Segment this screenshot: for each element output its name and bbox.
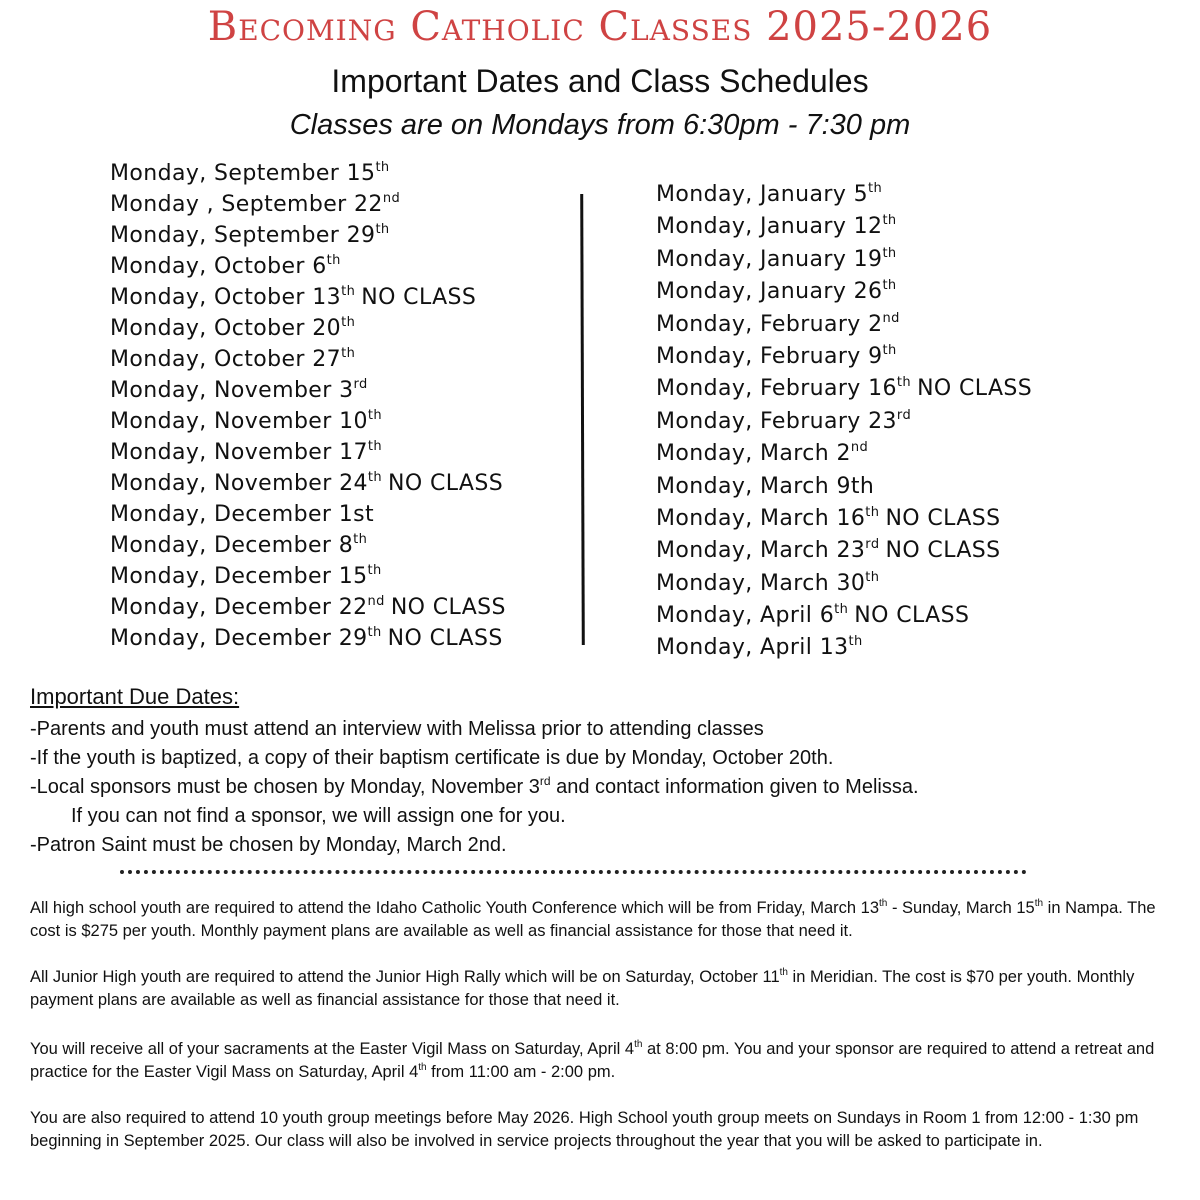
date-text: Monday, January 5 [656,182,869,207]
date-text: Monday, April 13 [656,635,849,661]
date-ordinal-suffix: nd [367,594,385,609]
date-text: Monday, December 22 [110,595,368,620]
date-ordinal-suffix: th [341,284,356,299]
schedule-date-item [110,437,506,468]
paragraph-jh-rally [30,966,1170,1012]
schedule-date-item [110,220,506,251]
schedule-date-item [110,561,506,592]
text-segment: -Local sponsors must be chosen by Monday, November 3 [30,776,540,798]
date-text: Monday, January 26 [656,279,883,305]
date-ordinal-suffix: nd [850,440,869,456]
due-date-item [30,744,1170,773]
date-ordinal-suffix: th [882,213,897,229]
paragraph-icyc [30,897,1170,943]
schedule-date-item [656,211,1032,243]
text-segment: and contact information given to Melissa. [550,776,919,798]
date-text: Monday, February 2 [656,311,883,337]
date-text: Monday, March 16 [656,505,866,531]
due-date-item [30,831,1170,860]
text-segment: -Patron Saint must be chosen by Monday, March 2nd. [30,834,507,856]
no-class-label: NO CLASS [388,471,504,496]
page-title: Becoming Catholic Classes 2025-2026 [207,4,993,50]
schedule-date-item [110,592,506,623]
date-text: Monday, February 23 [656,408,897,434]
schedule-date-item [110,282,506,313]
text-segment: from 11:00 am - 2:00 pm. [426,1063,616,1081]
text-segment: in Nampa. The cost is $275 per youth. Monthly payment plans are available as well as financial assistance for those that need it. [30,899,1156,940]
date-ordinal-suffix: th [326,253,341,268]
date-text: Monday, December 15 [110,564,368,589]
schedule-date-item [656,535,1032,567]
date-text: Monday, March 23 [656,538,866,564]
text-segment: -If the youth is baptized, a copy of their baptism certificate is due by Monday, October 20th. [30,747,834,769]
schedule-date-item [110,344,506,375]
schedule-right-column [656,179,1032,665]
date-text: Monday, September 29 [110,223,376,248]
text-segment: at 8:00 pm. You and your sponsor are required to attend a retreat and practice for the Easter Vigil Mass on Saturday, April 4 [30,1040,1155,1081]
schedule-date-item [656,632,1032,664]
schedule-date-item [110,530,506,561]
date-text: Monday, November 17 [110,440,368,465]
date-ordinal-suffix: th [353,532,368,547]
schedule-date-item [656,373,1032,405]
date-text: Monday, December 29 [110,626,368,651]
date-text: Monday, September 15 [110,161,376,186]
schedule-date-item [656,438,1032,470]
date-text: Monday, January 19 [656,246,883,272]
dotted-divider [120,870,1027,874]
schedule-date-item [110,251,506,282]
date-ordinal-suffix: th [865,504,880,520]
schedule-date-item [656,406,1032,438]
date-ordinal-suffix: th [865,569,880,585]
no-class-label: NO CLASS [854,603,970,629]
schedule-date-item [656,179,1032,211]
date-ordinal-suffix: th [882,342,897,358]
date-text: Monday, December 8 [110,533,354,558]
text-segment: -Parents and youth must attend an interview with Melissa prior to attending classes [30,718,764,740]
date-ordinal-suffix: th [868,181,883,196]
text-segment: - Sunday, March 15 [887,899,1035,917]
schedule-date-item [656,309,1032,341]
text-segment: in Meridian. The cost is $70 per youth. Monthly payment plans are available as well as financial assistance for those that need it. [30,968,1135,1009]
date-text: Monday, January 12 [656,214,883,240]
due-date-item [30,715,1170,744]
no-class-label: NO CLASS [885,505,1001,531]
date-text: Monday, October 27 [110,347,342,372]
date-text: Monday, November 3 [110,378,354,403]
date-ordinal-suffix: th [367,470,383,485]
superscript-text: th [634,1039,643,1050]
date-text: Monday, October 13 [110,285,342,310]
date-text: Monday, November 24 [110,471,368,496]
date-ordinal-suffix: rd [896,407,912,423]
date-text: Monday, December 1st [110,502,374,527]
superscript-text: th [1034,898,1044,909]
date-ordinal-suffix: th [882,245,897,261]
column-divider [580,194,585,645]
page-subtitle: Important Dates and Class Schedules [331,63,869,99]
date-ordinal-suffix: th [375,222,390,237]
text-segment: All high school youth are required to attend the Idaho Catholic Youth Conference which will be from Friday, March 13 [30,899,880,917]
schedule-date-item [110,189,506,220]
date-ordinal-suffix: th [896,375,912,391]
date-text: Monday, October 6 [110,254,327,279]
date-ordinal-suffix: th [367,439,383,454]
no-class-label: NO CLASS [361,285,477,310]
date-text: Monday, April 6 [656,603,835,629]
date-ordinal-suffix: th [882,278,897,294]
schedule-date-item [656,600,1032,632]
due-date-item [30,802,1170,831]
schedule-date-item [110,623,506,654]
due-dates-list [30,715,1170,860]
date-text: Monday, February 9 [656,343,883,369]
date-text: Monday, March 2 [656,441,851,467]
paragraph-sacraments [30,1038,1170,1084]
class-time: Classes are on Mondays from 6:30pm - 7:30 pm [289,109,911,141]
no-class-label: NO CLASS [885,538,1001,564]
date-ordinal-suffix: rd [865,537,880,553]
due-date-item [30,773,1170,802]
schedule-date-item [656,276,1032,308]
text-segment: You will receive all of your sacraments at the Easter Vigil Mass on Saturday, April 4 [30,1040,635,1058]
date-ordinal-suffix: nd [382,191,401,206]
date-ordinal-suffix: th [367,563,382,578]
superscript-text: rd [539,774,551,788]
schedule-left-column [110,158,506,654]
date-ordinal-suffix: rd [353,377,368,392]
no-class-label: NO CLASS [390,595,506,620]
text-segment: You are also required to attend 10 youth group meetings before May 2026. High School youth group meets on Sundays in Room 1 from 12:00 - 1:30 pm beginning in September 2025. Our class will also be involved in service projects throughout the year that you will be asked to participate in. [30,1109,1139,1150]
schedule-date-item [656,503,1032,535]
date-text: Monday , September 22 [110,192,383,217]
date-ordinal-suffix: th [375,160,390,175]
schedule-date-item [656,471,1032,503]
date-ordinal-suffix: th [834,602,849,618]
date-text: Monday, November 10 [110,409,368,434]
schedule-date-item [110,406,506,437]
schedule-date-item [110,313,506,344]
date-ordinal-suffix: nd [882,310,900,326]
date-text: Monday, February 16 [656,376,897,402]
paragraph-youth-group [30,1107,1170,1153]
schedule-date-item [656,568,1032,600]
schedule-date-item [110,499,506,530]
schedule-date-item [110,375,506,406]
date-ordinal-suffix: th [367,625,382,640]
schedule-date-item [656,244,1032,276]
schedule-date-item [110,158,506,189]
superscript-text: th [418,1062,427,1073]
text-segment: All Junior High youth are required to attend the Junior High Rally which will be on Saturday, October 11 [30,968,780,986]
date-ordinal-suffix: th [848,634,863,650]
date-ordinal-suffix: th [341,346,356,361]
superscript-text: th [879,898,888,909]
no-class-label: NO CLASS [917,376,1033,402]
date-ordinal-suffix: th [367,408,383,423]
schedule-date-item [656,341,1032,373]
text-segment: If you can not find a sponsor, we will assign one for you. [71,805,566,827]
date-text: Monday, March 30 [656,570,866,596]
date-ordinal-suffix: th [341,315,356,330]
due-dates-heading: Important Due Dates: [30,684,240,709]
superscript-text: th [779,967,788,978]
schedule-date-item [110,468,506,499]
date-text: Monday, March 9th [656,473,875,499]
no-class-label: NO CLASS [387,626,503,651]
date-text: Monday, October 20 [110,316,342,341]
